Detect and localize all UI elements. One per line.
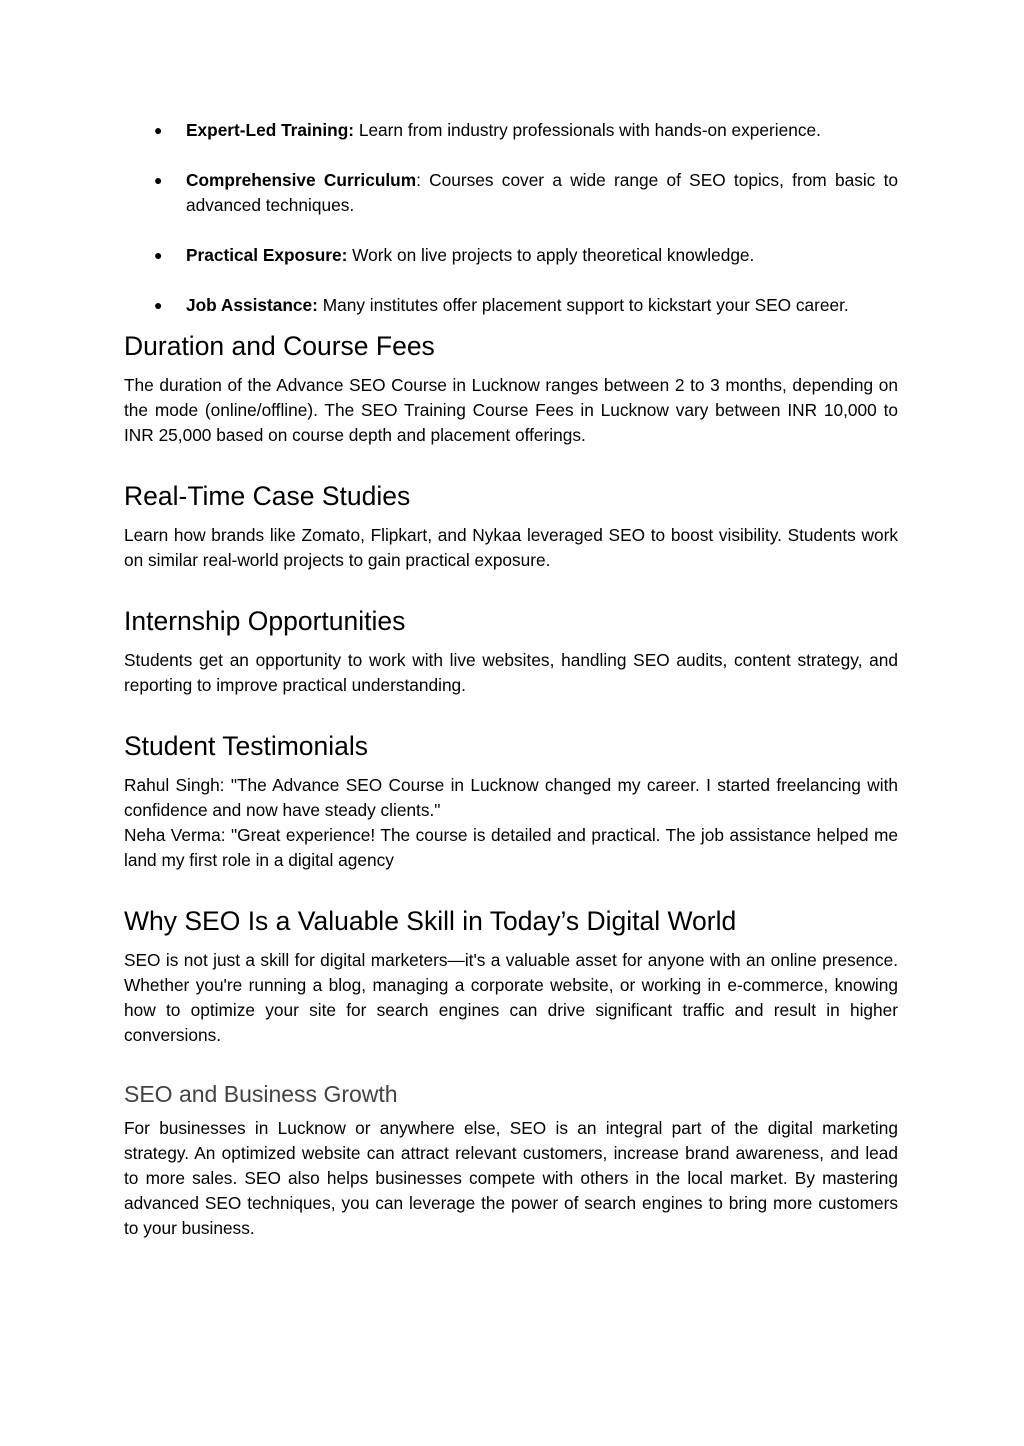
bullet-text: Learn from industry professionals with hands-on experience. [354,120,821,140]
section-body: Students get an opportunity to work with live websites, handling SEO audits, content strategy, and reporting to improve practical understanding. [124,650,898,695]
case-studies-section [124,480,898,573]
duration-section [124,330,898,448]
internship-section [124,605,898,698]
bullet-label: Job Assistance: [186,295,318,315]
list-item [124,293,898,318]
bullet-icon: ● [154,172,163,188]
section-body: The duration of the Advance SEO Course in Lucknow ranges between 2 to 3 months, depending on the mode (online/offline). The SEO Training Course Fees in Lucknow vary between INR 10,000 to INR 25,000 based on course depth and placement offerings. [124,375,898,445]
testimonial-item: Rahul Singh: "The Advance SEO Course in Lucknow changed my career. I started freelancing with confidence and now have steady clients." [124,775,898,820]
testimonials-section [124,730,898,873]
section-body: For businesses in Lucknow or anywhere else, SEO is an integral part of the digital marketing strategy. An optimized website can attract relevant customers, increase brand awareness, and lead to more sales. SEO also helps businesses compete with others in the local market. By mastering advanced SEO techniques, you can leverage the power of search engines to bring more customers to your business. [124,1118,898,1238]
bullet-icon: ● [154,122,163,138]
bullet-icon: ● [154,297,163,313]
bullet-label: Comprehensive Curriculum [186,170,417,190]
bullet-text: Many institutes offer placement support to kickstart your SEO career. [317,295,849,315]
section-body: SEO is not just a skill for digital marketers—it's a valuable asset for anyone with an online presence. Whether you're running a blog, managing a corporate website, or working in e-commerce, knowing how to optimize your site for search engines can drive significant traffic and result in higher conversions. [124,950,898,1045]
bullet-label: Expert-Led Training: [186,120,355,140]
document-page [124,118,898,1241]
list-item [124,243,898,268]
section-heading: Student Testimonials [124,731,369,761]
why-seo-section [124,905,898,1048]
section-heading: Internship Opportunities [124,606,406,636]
section-heading: Real-Time Case Studies [124,481,411,511]
list-item [124,118,898,143]
bullet-icon: ● [154,247,163,263]
section-heading: Duration and Course Fees [124,331,435,361]
subsection-heading: SEO and Business Growth [124,1081,398,1107]
bullet-label: Practical Exposure: [186,245,348,265]
section-body: Learn how brands like Zomato, Flipkart, and Nykaa leveraged SEO to boost visibility. Students work on similar real-world projects to gain practical exposure. [124,525,898,570]
testimonial-item: Neha Verma: "Great experience! The course is detailed and practical. The job assistance helped me land my first role in a digital agency [124,825,898,870]
business-growth-section [124,1080,898,1241]
section-heading: Why SEO Is a Valuable Skill in Today’s Digital World [124,906,737,936]
benefits-list [124,118,898,318]
bullet-text: Work on live projects to apply theoretical knowledge. [347,245,755,265]
bullet-text: : Courses cover a wide range of SEO topics, from basic to advanced techniques. [186,170,898,215]
list-item [124,168,898,218]
